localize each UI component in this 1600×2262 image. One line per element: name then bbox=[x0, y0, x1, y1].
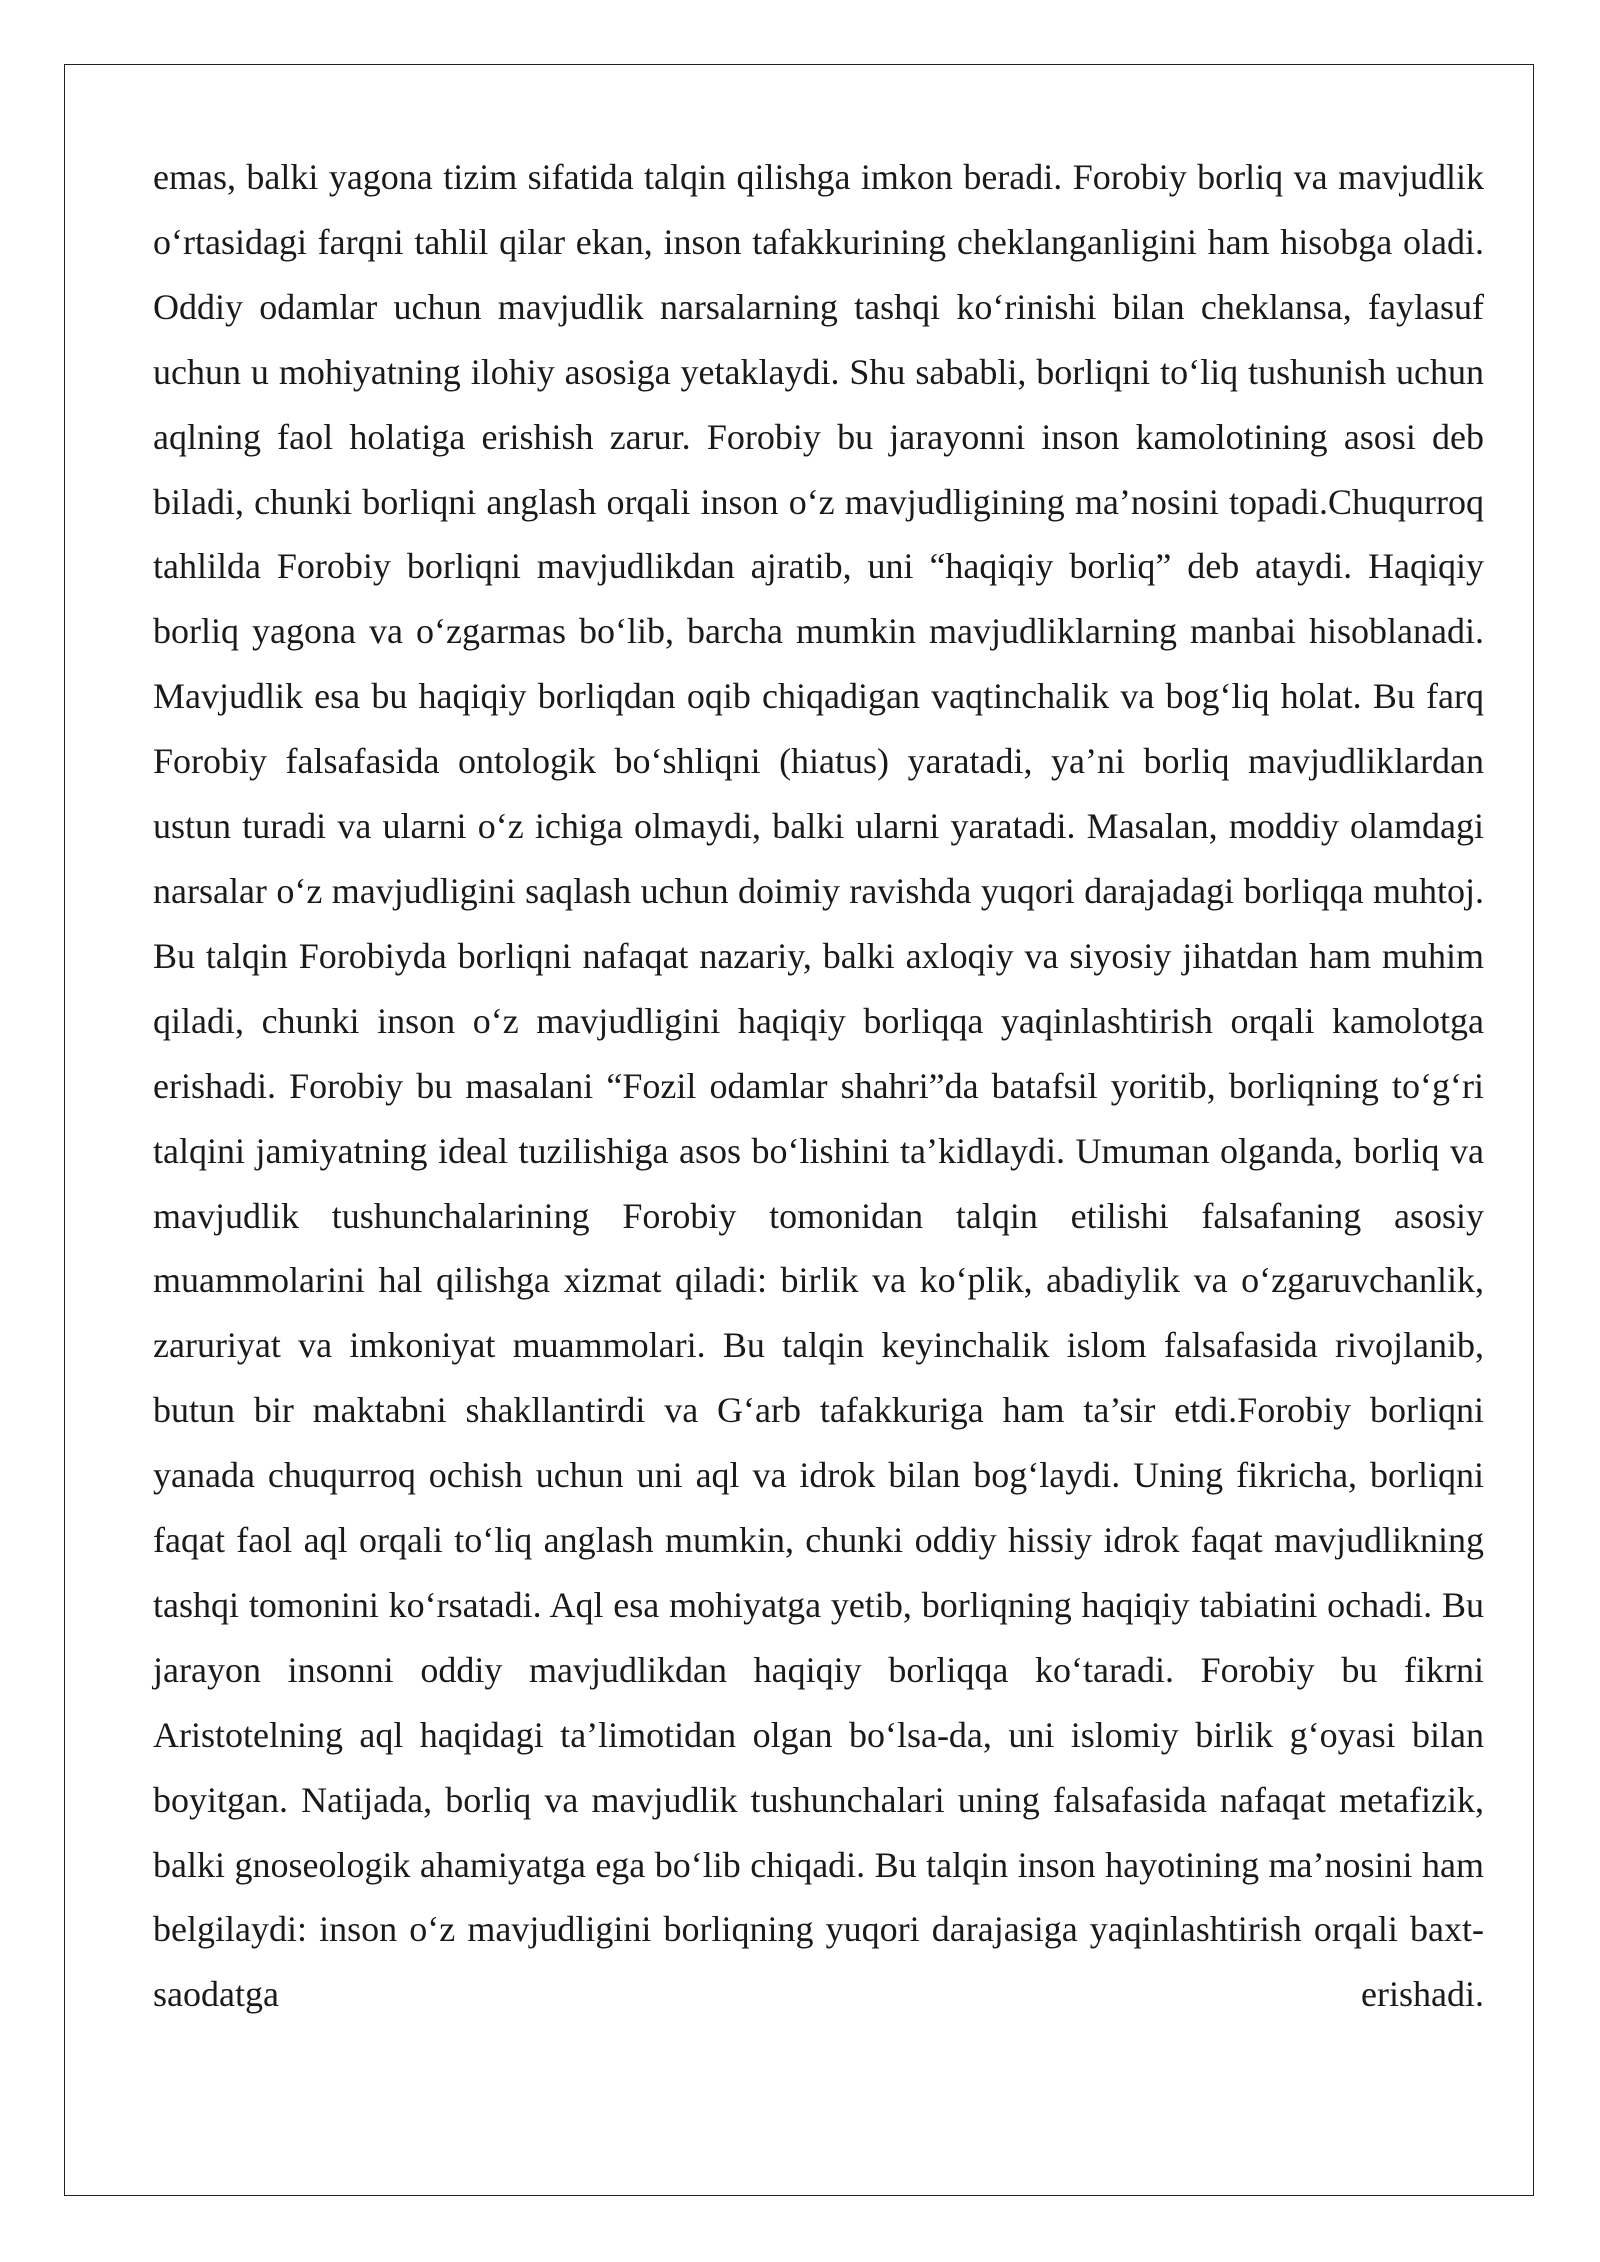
body-paragraph: emas, balki yagona tizim sifatida talqin qilishga imkon beradi. Forobiy borliq va mavjudlik o‘rtasidagi farqni tahlil qilar ekan, inson tafakkurining cheklanganligini ham hisobga oladi. Oddiy odamlar uchun mavjudlik narsalarning tashqi ko‘rinishi bilan cheklansa, faylasuf uchun u mohiyatning ilohiy asosiga yetaklaydi. Shu sababli, borliqni to‘liq tushunish uchun aqlning faol holatiga erishish zarur. Forobiy bu jarayonni inson kamolotining asosi deb biladi, chunki borliqni anglash orqali inson o‘z mavjudligining ma’nosini topadi.Chuqurroq tahlilda Forobiy borliqni mavjudlikdan ajratib, uni “haqiqiy borliq” deb ataydi. Haqiqiy borliq yagona va o‘zgarmas bo‘lib, barcha mumkin mavjudliklarning manbai hisoblanadi. Mavjudlik esa bu haqiqiy borliqdan oqib chiqadigan vaqtinchalik va bog‘liq holat. Bu farq Forobiy falsafasida ontologik bo‘shliqni (hiatus) yaratadi, ya’ni borliq mavjudliklardan ustun turadi va ularni o‘z ichiga olmaydi, balki ularni yaratadi. Masalan, moddiy olamdagi narsalar o‘z mavjudligini saqlash uchun doimiy ravishda yuqori darajadagi borliqqa muhtoj. Bu talqin Forobiyda borliqni nafaqat nazariy, balki axloqiy va siyosiy jihatdan ham muhim qiladi, chunki inson o‘z mavjudligini haqiqiy borliqqa yaqinlashtirish orqali kamolotga erishadi. Forobiy bu masalani “Fozil odamlar shahri”da batafsil yoritib, borliqning to‘g‘ri talqini jamiyatning ideal tuzilishiga asos bo‘lishini ta’kidlaydi. Umuman olganda, borliq va mavjudlik tushunchalarining Forobiy tomonidan talqin etilishi falsafaning asosiy muammolarini hal qilishga xizmat qiladi: birlik va ko‘plik, abadiylik va o‘zgaruvchanlik, zaruriyat va imkoniyat muammolari. Bu talqin keyinchalik islom falsafasida rivojlanib, butun bir maktabni shakllantirdi va G‘arb tafakkuriga ham ta’sir etdi.Forobiy borliqni yanada chuqurroq ochish uchun uni aql va idrok bilan bog‘laydi. Uning fikricha, borliqni faqat faol aql orqali to‘liq anglash mumkin, chunki oddiy hissiy idrok faqat mavjudlikning tashqi tomonini ko‘rsatadi. Aql esa mohiyatga yetib, borliqning haqiqiy tabiatini ochadi. Bu jarayon insonni oddiy mavjudlikdan haqiqiy borliqqa ko‘taradi. Forobiy bu fikrni Aristotelning aql haqidagi ta’limotidan olgan bo‘lsa-da, uni islomiy birlik g‘oyasi bilan boyitgan. Natijada, borliq va mavjudlik tushunchalari uning falsafasida nafaqat metafizik, balki gnoseologik ahamiyatga ega bo‘lib chiqadi. Bu talqin inson hayotining ma’nosini ham belgilaydi: inson o‘z mavjudligini borliqning yuqori darajasiga yaqinlashtirish orqali baxt-saodatga erishadi. bbox=[153, 157, 1484, 2015]
